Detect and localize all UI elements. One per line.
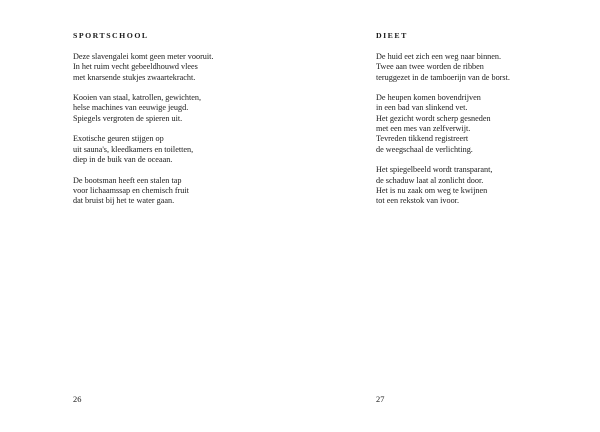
- poem-body: [376, 52, 510, 217]
- poem-line: diep in de buik van de oceaan.: [73, 154, 173, 164]
- stanza: [376, 93, 510, 155]
- poem-line: Deze slavengalei komt geen meter vooruit.: [73, 52, 214, 61]
- poem-line: Twee aan twee worden de ribben: [376, 62, 484, 72]
- poem-line: Kooien van staal, katrollen, gewichten,: [73, 93, 202, 103]
- poem-line: In het ruim vecht gebeeldhouwd vlees: [73, 62, 198, 72]
- poem-line: uit sauna's, kleedkamers en toiletten,: [73, 144, 194, 154]
- right-page: [300, 0, 600, 432]
- poem-line: Het gezicht wordt scherp gesneden: [376, 113, 491, 123]
- poem-line: Spiegels vergroten de spieren uit.: [73, 113, 183, 123]
- stanza: [73, 93, 214, 124]
- page-number: 26: [73, 395, 82, 404]
- poem-line: dat bruist bij het te water gaan.: [73, 196, 175, 206]
- poem-line: Exotische geuren stijgen op: [73, 134, 164, 144]
- poem-line: Het is nu zaak om weg te kwijnen: [376, 185, 488, 195]
- poem-body: [73, 52, 214, 217]
- poem-line: tot een rekstok van ivoor.: [376, 196, 459, 206]
- poem-line: De heupen komen bovendrijven: [376, 93, 481, 103]
- poem-line: in een bad van slinkend vet.: [376, 103, 468, 113]
- poem-line: voor lichaamssap en chemisch fruit: [73, 185, 189, 195]
- stanza: [376, 165, 510, 206]
- poem-title: SPORTSCHOOL: [73, 31, 149, 40]
- poem-line: teruggezet in de tamboerijn van de borst.: [376, 72, 510, 82]
- poem-line: met een mes van zelfverwijt.: [376, 124, 471, 134]
- stanza: [376, 52, 510, 83]
- poem-line: de schaduw laat al zonlicht door.: [376, 175, 484, 185]
- poem-line: De bootsman heeft een stalen tap: [73, 175, 182, 185]
- poem-line: helse machines van eeuwige jeugd.: [73, 103, 189, 113]
- poem-line: met knarsende stukjes zwaartekracht.: [73, 72, 196, 82]
- poem-line: Tevreden tikkend registreert: [376, 134, 469, 144]
- stanza: [73, 134, 214, 165]
- poem-line: de weegschaal de verlichting.: [376, 144, 473, 154]
- page-number: 27: [376, 395, 385, 404]
- poem-title: DIEET: [376, 31, 408, 40]
- stanza: [73, 176, 214, 207]
- poem-line: De huid eet zich een weg naar binnen.: [376, 52, 502, 61]
- stanza: [73, 52, 214, 83]
- poem-line: Het spiegelbeeld wordt transparant,: [376, 165, 493, 175]
